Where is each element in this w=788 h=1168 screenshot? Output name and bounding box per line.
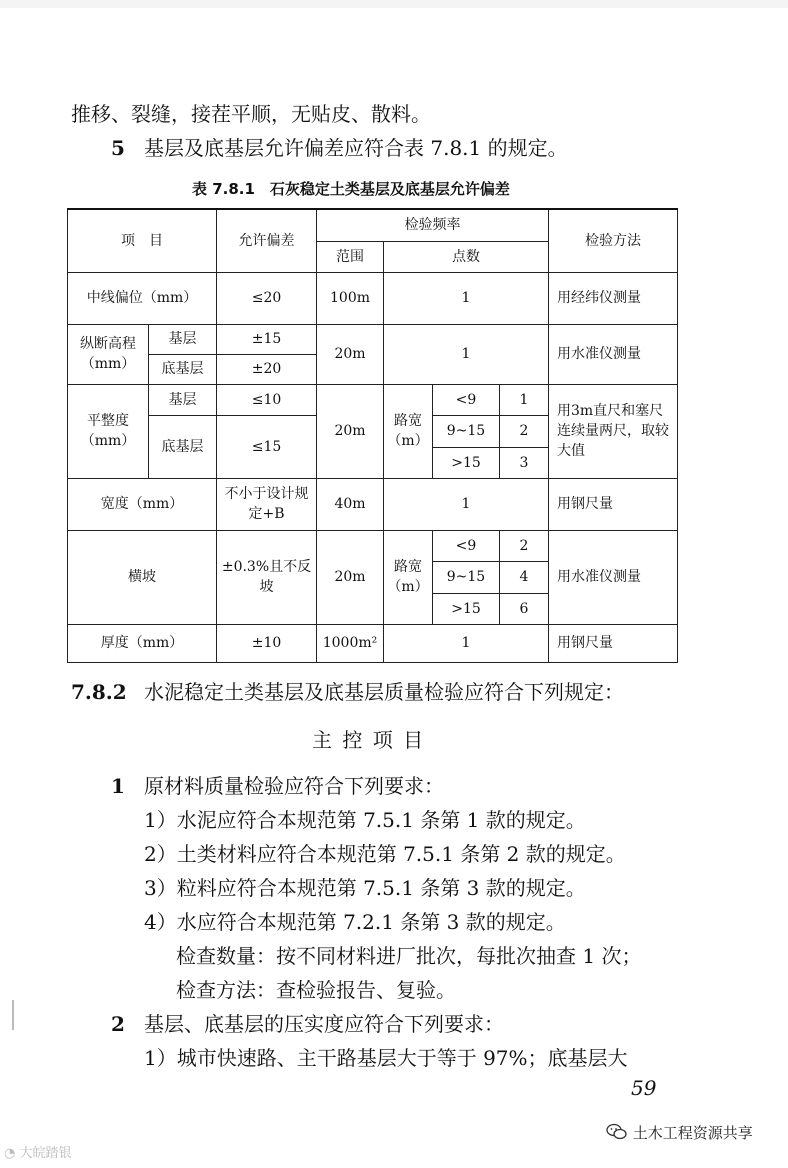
row-elevation-sub-subbase: 底基层 [149,354,217,384]
section-text: 水泥稳定土类基层及底基层质量检验应符合下列规定： [144,680,624,704]
row-flatness-sub-subbase: 底基层 [149,415,217,478]
row-flatness-sub-base: 基层 [149,384,217,415]
row-flatness-method: 用3m直尺和塞尺连续量两尺，取较大值 [549,384,678,478]
sub-item-2: 2）土类材料应符合本规范第 7.5.1 条第 2 款的规定。 [144,842,626,866]
row-centerline-tolerance: ≤20 [217,272,317,324]
header-method: 检验方法 [549,209,678,272]
row-elevation-method: 用水准仪测量 [549,324,678,384]
row-centerline-item: 中线偏位（mm） [68,272,217,324]
row-thickness-item: 厚度（mm） [68,624,217,662]
item-5-text: 基层及底基层允许偏差应符合表 7.8.1 的规定。 [144,136,568,160]
row-flatness-points-2: 2 [500,415,549,447]
scan-edge-mark [12,1000,14,1030]
sub-item-5: 1）城市快速路、主干路基层大于等于 97%；底基层大 [144,1046,628,1070]
item-2-text: 基层、底基层的压实度应符合下列要求： [144,1012,504,1036]
item-1-text: 原材料质量检验应符合下列要求： [144,774,444,798]
row-centerline-range: 100m [317,272,384,324]
header-frequency: 检验频率 [317,209,549,241]
row-crossfall-width-3: >15 [433,593,500,624]
row-width-range: 40m [317,478,384,530]
row-flatness-item: 平整度（mm） [68,384,149,478]
header-item: 项 目 [68,209,217,272]
row-crossfall-width-1: <9 [433,530,500,561]
row-flatness-width-3: >15 [433,447,500,478]
sub-item-3: 3）粒料应符合本规范第 7.5.1 条第 3 款的规定。 [144,876,586,900]
row-width-item: 宽度（mm） [68,478,217,530]
sub-item-4: 4）水应符合本规范第 7.2.1 条第 3 款的规定。 [144,910,566,934]
header-tolerance: 允许偏差 [217,209,317,272]
row-flatness-tolerance-base: ≤10 [217,384,317,415]
row-thickness-method: 用钢尺量 [549,624,678,662]
row-flatness-points-1: 1 [500,384,549,415]
header-range: 范围 [317,241,384,272]
row-flatness-tolerance-subbase: ≤15 [217,415,317,478]
row-crossfall-tolerance: ±0.3%且不反坡 [217,530,317,624]
row-crossfall-range: 20m [317,530,384,624]
sub-item-1: 1）水泥应符合本规范第 7.5.1 条第 1 款的规定。 [144,808,586,832]
row-crossfall-width-label: 路宽（m） [384,530,433,624]
row-crossfall-points-2: 4 [500,561,549,593]
row-thickness-points: 1 [384,624,549,662]
row-elevation-tolerance-base: ±15 [217,324,317,354]
watermark-logo-icon: ◔ [4,1146,16,1161]
row-crossfall-points-3: 6 [500,593,549,624]
check-method: 检查方法：查检验报告、复验。 [176,978,456,1002]
check-quantity: 检查数量：按不同材料进厂批次，每批次抽查 1 次； [176,944,642,968]
row-elevation-sub-base: 基层 [149,324,217,354]
row-crossfall-points-1: 2 [500,530,549,561]
row-flatness-width-2: 9~15 [433,415,500,447]
watermark-right: 土木工程资源共享 [606,1122,753,1145]
intro-line: 推移、裂缝，接茬平顺，无贴皮、散料。 [71,102,431,126]
row-crossfall-item: 横坡 [68,530,217,624]
row-elevation-range: 20m [317,324,384,384]
table-caption: 表 7.8.1 石灰稳定土类基层及底基层允许偏差 [192,180,510,198]
section-heading: 主 控 项 目 [312,728,426,752]
row-width-tolerance: 不小于设计规定+B [217,478,317,530]
row-width-method: 用钢尺量 [549,478,678,530]
row-centerline-method: 用经纬仪测量 [549,272,678,324]
section-number: 7.8.2 [71,680,127,704]
row-flatness-width-1: <9 [433,384,500,415]
wechat-icon [606,1123,628,1145]
tolerance-table [67,208,678,663]
row-crossfall-width-2: 9~15 [433,561,500,593]
row-thickness-tolerance: ±10 [217,624,317,662]
header-points: 点数 [384,241,549,272]
row-thickness-range: 1000m² [317,624,384,662]
row-elevation-points: 1 [384,324,549,384]
item-5-number: 5 [111,136,125,160]
item-1-number: 1 [111,774,125,798]
row-elevation-item: 纵断高程（mm） [68,324,149,384]
row-flatness-width-label: 路宽（m） [384,384,433,478]
row-elevation-tolerance-subbase: ±20 [217,354,317,384]
item-2-number: 2 [111,1012,125,1036]
row-centerline-points: 1 [384,272,549,324]
watermark-left: ◔ 大皖踏银 [4,1146,72,1161]
page-number: 59 [631,1076,657,1100]
row-width-points: 1 [384,478,549,530]
row-crossfall-method: 用水准仪测量 [549,530,678,624]
row-flatness-points-3: 3 [500,447,549,478]
top-edge [0,0,788,8]
row-flatness-range: 20m [317,384,384,478]
